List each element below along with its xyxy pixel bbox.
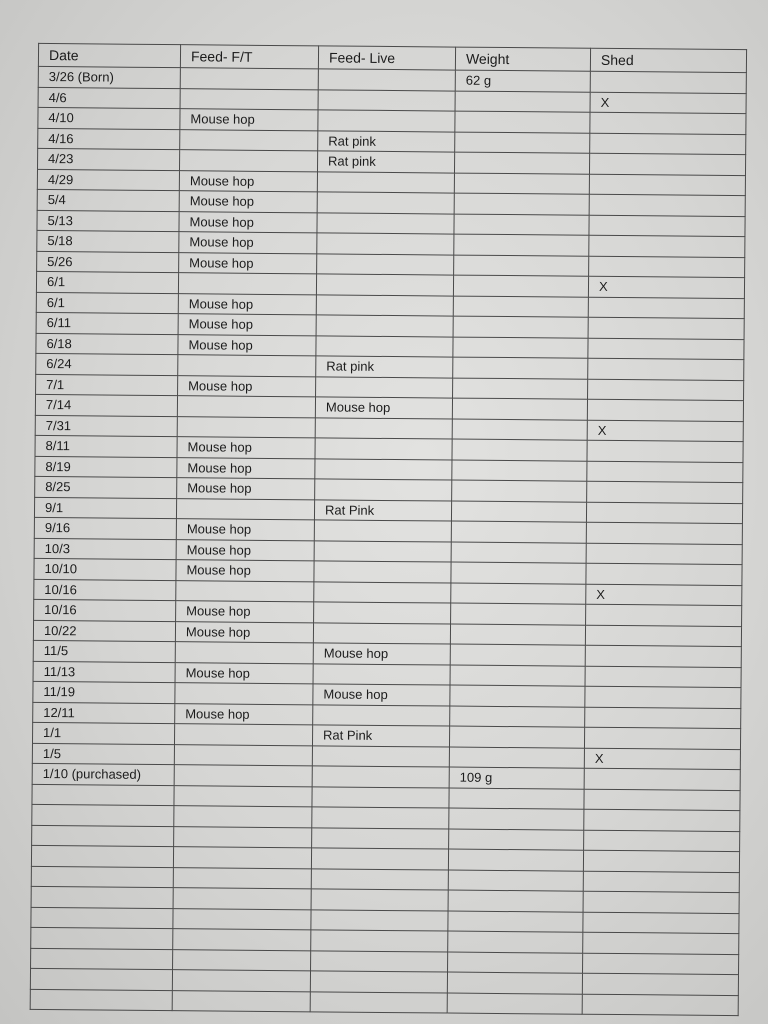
feed-live-cell [314,581,451,603]
feed-live-cell [313,704,450,726]
weight-cell [452,480,587,502]
feed-ft-cell [173,908,311,930]
weight-cell [454,152,589,174]
weight-cell [448,931,583,953]
shed-cell [587,399,743,421]
feed-live-cell [317,212,454,234]
feed-ft-cell: Mouse hop [178,334,316,356]
weight-cell [451,501,586,523]
shed-cell [587,440,743,462]
shed-cell [588,317,744,339]
shed-cell [584,727,740,749]
feed-ft-cell [175,642,313,664]
feed-live-cell [317,233,454,255]
feed-ft-cell [173,929,311,951]
date-cell: 6/18 [36,333,178,355]
date-cell: 10/16 [34,599,176,621]
feed-ft-cell [177,416,315,438]
shed-cell [584,789,740,811]
weight-cell [451,542,586,564]
feed-ft-cell: Mouse hop [180,109,318,131]
shed-cell [582,994,738,1016]
shed-cell [584,830,740,852]
feed-ft-cell [180,68,318,90]
shed-cell [587,481,743,503]
feed-live-cell [318,69,455,91]
feed-live-cell [315,438,452,460]
feed-live-cell [313,663,450,685]
feed-live-cell [312,766,449,788]
feed-ft-cell: Mouse hop [179,252,317,274]
date-cell: 6/11 [36,312,178,334]
weight-cell [451,583,586,605]
feed-live-cell [311,950,448,972]
date-cell [30,989,172,1011]
weight-cell [449,747,584,769]
shed-cell [583,850,739,872]
shed-cell [589,174,745,196]
shed-cell: X [590,92,746,114]
date-cell: 6/1 [36,292,178,314]
date-cell: 5/4 [37,189,179,211]
feed-ft-cell: Mouse hop [176,519,314,541]
date-cell: 7/14 [35,394,177,416]
date-cell: 11/19 [33,681,175,703]
date-cell [31,886,173,908]
feed-ft-cell [174,744,312,766]
weight-cell [453,296,588,318]
weight-cell [452,398,587,420]
weight-cell [447,972,582,994]
feed-live-cell [315,479,452,501]
feed-ft-cell: Mouse hop [176,560,314,582]
shed-cell [583,891,739,913]
shed-cell [585,645,741,667]
date-cell: 5/26 [37,251,179,273]
feed-live-cell [314,540,451,562]
header-feed-live: Feed- Live [318,46,455,70]
date-cell [31,948,173,970]
weight-cell [455,91,590,113]
date-cell: 6/24 [36,353,178,375]
weight-cell [450,665,585,687]
feed-live-cell [312,827,449,849]
feed-live-cell [315,458,452,480]
date-cell: 9/16 [34,517,176,539]
shed-cell [583,932,739,954]
shed-cell: X [586,584,742,606]
feed-ft-cell [174,785,312,807]
feed-live-cell: Rat pink [317,151,454,173]
feed-ft-cell [176,498,314,520]
feed-ft-cell [173,888,311,910]
shed-cell [588,338,744,360]
shed-cell [585,666,741,688]
weight-cell [447,993,582,1015]
date-cell [31,907,173,929]
feed-ft-cell [173,847,311,869]
shed-cell [584,809,740,831]
date-cell: 1/10 (purchased) [32,763,174,785]
date-cell: 7/1 [36,374,178,396]
shed-cell: X [588,276,744,298]
feed-live-cell [314,520,451,542]
feed-live-cell [318,110,455,132]
weight-cell [448,890,583,912]
weight-cell [449,788,584,810]
date-cell: 4/29 [37,169,179,191]
feed-ft-cell: Mouse hop [179,170,317,192]
weight-cell [453,337,588,359]
date-cell: 12/11 [33,702,175,724]
date-cell: 10/22 [33,620,175,642]
shed-cell [590,133,746,155]
feed-ft-cell [177,396,315,418]
feed-live-cell [312,745,449,767]
feed-live-cell [316,274,453,296]
weight-cell [453,378,588,400]
header-weight: Weight [455,47,590,71]
date-cell: 9/1 [34,497,176,519]
feed-ft-cell [172,990,310,1012]
weight-cell [454,214,589,236]
feed-live-cell [311,848,448,870]
feed-ft-cell: Mouse hop [177,437,315,459]
weight-cell [453,275,588,297]
feed-live-cell [316,294,453,316]
feed-ft-cell [178,355,316,377]
weight-cell [450,685,585,707]
date-cell: 8/11 [35,435,177,457]
feed-live-cell [312,807,449,829]
shed-cell [586,604,742,626]
feed-live-cell [314,561,451,583]
date-cell: 4/23 [38,148,180,170]
feed-live-cell [317,253,454,275]
date-cell [32,825,174,847]
date-cell: 10/10 [34,558,176,580]
weight-cell [450,624,585,646]
date-cell [30,968,172,990]
feed-live-cell [317,192,454,214]
weight-cell: 62 g [455,70,590,92]
shed-cell [590,71,746,93]
feed-ft-cell: Mouse hop [179,191,317,213]
weight-cell [449,726,584,748]
weight-cell [450,706,585,728]
shed-cell [585,686,741,708]
weight-cell [454,255,589,277]
weight-cell [452,460,587,482]
feed-ft-cell: Mouse hop [176,539,314,561]
feed-ft-cell: Mouse hop [178,293,316,315]
date-cell: 4/6 [38,87,180,109]
feed-live-cell [316,315,453,337]
feed-ft-cell [174,806,312,828]
feed-ft-cell: Mouse hop [178,375,316,397]
feed-ft-cell: Mouse hop [179,232,317,254]
feed-ft-cell [174,826,312,848]
paper-sheet [30,43,746,987]
date-cell: 6/1 [36,271,178,293]
feed-live-cell [311,868,448,890]
feed-ft-cell [180,150,318,172]
feed-live-cell [311,889,448,911]
feed-ft-cell [175,683,313,705]
shed-cell [589,235,745,257]
date-cell: 3/26 (Born) [38,66,180,88]
date-cell [32,804,174,826]
weight-cell [448,911,583,933]
shed-cell [588,297,744,319]
feed-live-cell [318,89,455,111]
shed-cell [583,953,739,975]
date-cell [31,927,173,949]
feeding-log-table [30,43,747,1016]
date-cell: 1/1 [32,722,174,744]
weight-cell [453,316,588,338]
weight-cell [455,132,590,154]
shed-cell [589,215,745,237]
weight-cell: 109 g [449,767,584,789]
feed-ft-cell [176,580,314,602]
date-cell [32,784,174,806]
weight-cell [454,193,589,215]
weight-cell [455,111,590,133]
shed-cell [583,871,739,893]
feed-live-cell: Mouse hop [315,397,452,419]
shed-cell [588,358,744,380]
shed-cell [586,502,742,524]
date-cell [31,866,173,888]
feed-live-cell: Rat pink [318,130,455,152]
feed-ft-cell: Mouse hop [175,662,313,684]
shed-cell [588,379,744,401]
feed-live-cell [313,622,450,644]
shed-cell: X [587,420,743,442]
weight-cell [448,870,583,892]
shed-cell [589,194,745,216]
feed-live-cell: Mouse hop [313,684,450,706]
feed-ft-cell [180,129,318,151]
feed-live-cell: Mouse hop [313,643,450,665]
header-date: Date [38,43,180,67]
shed-cell: X [584,748,740,770]
shed-cell [587,461,743,483]
weight-cell [450,644,585,666]
weight-cell [449,808,584,830]
feed-live-cell: Rat pink [316,356,453,378]
feed-live-cell [316,376,453,398]
date-cell: 11/13 [33,661,175,683]
weight-cell [448,952,583,974]
feed-ft-cell: Mouse hop [177,457,315,479]
feed-live-cell [311,930,448,952]
weight-cell [451,603,586,625]
feed-ft-cell [174,765,312,787]
weight-cell [454,234,589,256]
weight-cell [452,419,587,441]
log-body [30,66,746,1015]
date-cell: 4/10 [38,107,180,129]
header-feed-ft: Feed- F/T [180,45,318,69]
date-cell: 5/13 [37,210,179,232]
weight-cell [449,829,584,851]
feed-ft-cell [180,88,318,110]
shed-cell [589,153,745,175]
feed-ft-cell: Mouse hop [178,314,316,336]
feed-live-cell [311,909,448,931]
feed-ft-cell [174,724,312,746]
feed-live-cell [317,171,454,193]
date-cell: 1/5 [32,743,174,765]
shed-cell [585,625,741,647]
weight-cell [453,357,588,379]
shed-cell [586,563,742,585]
feed-ft-cell [173,867,311,889]
weight-cell [451,562,586,584]
feed-live-cell [310,971,447,993]
date-cell: 7/31 [35,415,177,437]
shed-cell [583,912,739,934]
feed-live-cell [315,417,452,439]
weight-cell [451,521,586,543]
feed-live-cell: Rat Pink [312,725,449,747]
header-shed: Shed [590,48,746,72]
date-cell: 8/19 [35,456,177,478]
feed-ft-cell: Mouse hop [175,621,313,643]
feed-ft-cell: Mouse hop [175,703,313,725]
feed-ft-cell [172,970,310,992]
feed-live-cell [314,602,451,624]
weight-cell [448,849,583,871]
shed-cell [584,768,740,790]
feed-ft-cell [178,273,316,295]
shed-cell [590,112,746,134]
feed-ft-cell: Mouse hop [176,601,314,623]
date-cell: 4/16 [38,128,180,150]
shed-cell [582,973,738,995]
feed-live-cell [310,991,447,1013]
feed-live-cell: Rat Pink [314,499,451,521]
shed-cell [589,256,745,278]
feed-live-cell [316,335,453,357]
weight-cell [454,173,589,195]
feed-ft-cell: Mouse hop [177,478,315,500]
shed-cell [585,707,741,729]
date-cell: 10/16 [34,579,176,601]
shed-cell [586,522,742,544]
date-cell: 5/18 [37,230,179,252]
date-cell: 8/25 [35,476,177,498]
weight-cell [452,439,587,461]
feed-ft-cell: Mouse hop [179,211,317,233]
date-cell [31,845,173,867]
feed-ft-cell [173,949,311,971]
shed-cell [586,543,742,565]
date-cell: 10/3 [34,538,176,560]
feed-live-cell [312,786,449,808]
date-cell: 11/5 [33,640,175,662]
